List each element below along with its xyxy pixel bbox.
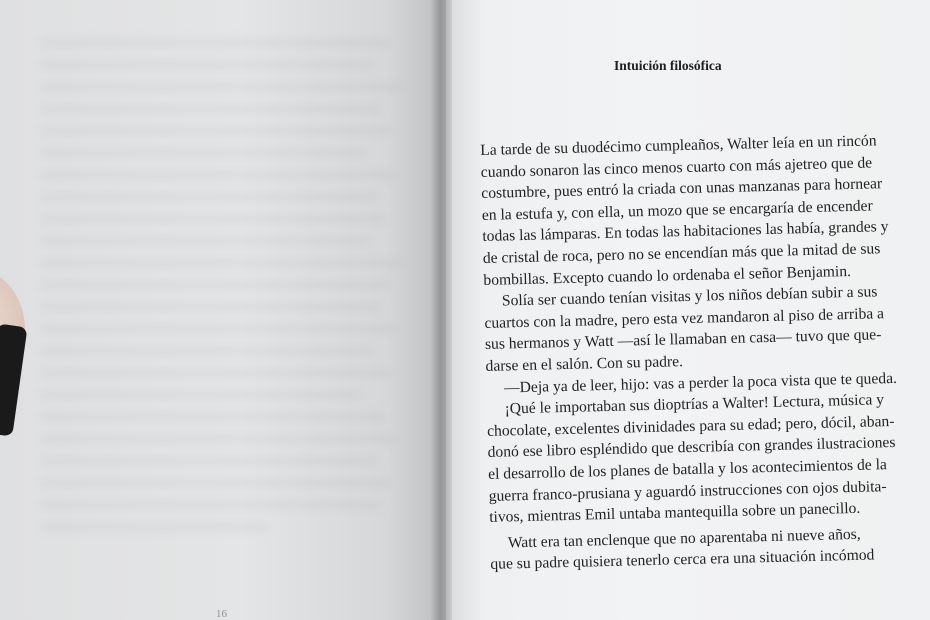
body-line: todas las lámparas. En todas las habitaciones las había, grandes y bbox=[482, 218, 889, 246]
body-line: Solía ser cuando tenían visitas y los niños debían subir a sus bbox=[501, 283, 878, 310]
body-line: cuando sonaron las cinco menos cuarto con más ajetreo que de bbox=[480, 154, 873, 181]
left-page-bleed-through bbox=[40, 40, 420, 600]
chapter-title: Intuición filosófica bbox=[614, 58, 722, 73]
body-line: ¡Qué le importaban sus dioptrías a Walter! Lectura, música y bbox=[504, 391, 885, 418]
body-line: guerra franco-prusiana y aguardó instrucciones con ojos dubita- bbox=[488, 477, 887, 505]
body-line: donó ese libro espléndido que describía con grandes ilustraciones bbox=[487, 434, 896, 462]
body-line: Watt era tan enclenque que no aparentaba ni nueve años, bbox=[507, 525, 861, 552]
body-line: que su padre quisiera tenerlo cerca era una situación incómod bbox=[490, 546, 875, 574]
body-line: en la estufa y, con ella, un mozo que se encargaría de encender bbox=[481, 197, 873, 224]
left-page bbox=[0, 0, 440, 620]
body-line: bombillas. Excepto cuando lo ordenaba el señor Benjamin. bbox=[483, 262, 852, 289]
body-line: chocolate, excelentes divinidades para su edad; pero, dócil, aban- bbox=[486, 412, 895, 440]
body-line: La tarde de su duodécimo cumpleaños, Walter leía en un rincón bbox=[480, 132, 877, 159]
book-gutter bbox=[430, 0, 452, 620]
body-line: darse en el salón. Con su padre. bbox=[485, 353, 684, 375]
body-line: sus hermanos y Watt —así le llamaban en casa— tuvo que que- bbox=[484, 326, 882, 354]
body-line: tivos, mientras Emil untaba mantequilla sobre un panecillo. bbox=[489, 499, 861, 526]
body-line: el desarrollo de los planes de batalla y los acontecimientos de la bbox=[487, 456, 888, 483]
left-page-number: 16 bbox=[216, 608, 227, 620]
body-text bbox=[480, 129, 930, 576]
body-line: cuartos con la madre, pero esta vez mandaron al piso de arriba a bbox=[484, 304, 885, 332]
body-line: de cristal de roca, pero no se encendían más que la mitad de sus bbox=[482, 240, 881, 267]
body-line: —Deja ya de leer, hijo: vas a perder la poca vista que te queda. bbox=[503, 369, 898, 397]
body-line: costumbre, pues entró la criada con unas manzanas para hornear bbox=[481, 175, 883, 203]
